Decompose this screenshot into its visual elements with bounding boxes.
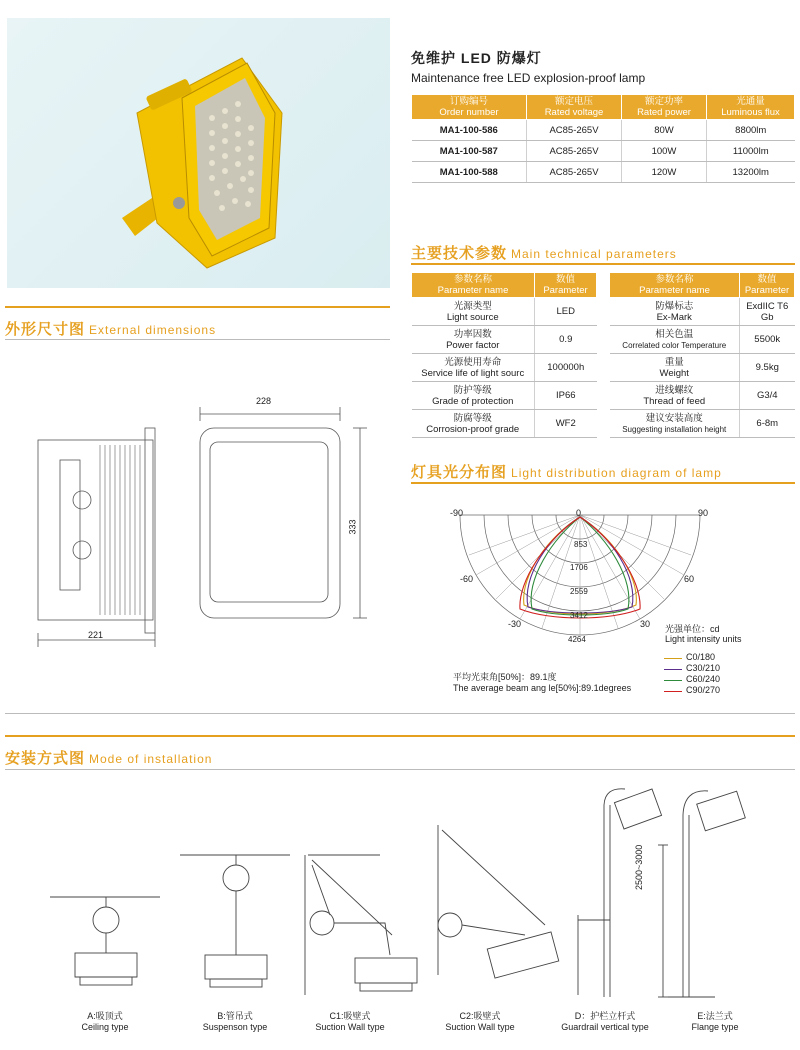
legend-swatch xyxy=(664,658,682,659)
tech-table-right xyxy=(609,272,795,438)
col-order-number: 订购编号 Order number xyxy=(412,95,527,120)
col-luminous-flux: 光通量 Luminous flux xyxy=(707,95,795,120)
rated-power: 120W xyxy=(622,162,707,183)
unit-en: Light intensity units xyxy=(665,634,742,644)
height-label: 2500~3000 xyxy=(634,844,644,890)
col-rated-power: 额定功率 Rated power xyxy=(622,95,707,120)
table-row: 功率因数 Power factor 0.9 xyxy=(412,326,597,354)
install-caption-c1: C1:吸壁式 Suction Wall type xyxy=(315,1011,385,1032)
tech-heading: 主要技术参数 Main technical parameters xyxy=(411,245,677,262)
install-rule xyxy=(5,769,795,770)
table-row: 建议安装高度 Suggesting installation height 6-8m xyxy=(610,410,795,438)
legend-item: C0/180 xyxy=(664,652,784,663)
rated-power: 80W xyxy=(622,120,707,141)
angle-label: -60 xyxy=(460,574,474,584)
legend-item: C60/240 xyxy=(664,674,784,685)
ring-label: 3412 xyxy=(570,611,588,620)
models-header-row xyxy=(412,95,795,120)
legend-swatch xyxy=(664,669,682,670)
unit-cn: 光强单位：cd xyxy=(665,624,720,634)
table-row: 光源类型 Light source LED xyxy=(412,298,597,326)
table-row: 防爆标志 Ex-Mark ExdIIC T6 Gb xyxy=(610,298,795,326)
ring-label: 853 xyxy=(574,540,588,549)
order-number: MA1-100-588 xyxy=(412,162,527,183)
angle-label: 90 xyxy=(698,508,709,518)
mid-divider xyxy=(5,713,795,714)
light-dist-rule xyxy=(411,482,795,484)
install-caption-b: B:管吊式 Suspenson type xyxy=(202,1011,268,1032)
table-row: 防护等级 Grade of protection IP66 xyxy=(412,382,597,410)
ring-label: 4264 xyxy=(568,635,586,644)
tech-table-left xyxy=(411,272,597,438)
installation-drawing xyxy=(0,775,800,1010)
tech-left-header xyxy=(412,273,597,298)
product-title-en: Maintenance free LED explosion-proof lamp xyxy=(411,71,646,85)
rated-voltage: AC85-265V xyxy=(527,162,622,183)
col-parameter-name: 参数名称 Parameter name xyxy=(610,273,740,298)
install-caption-d: D：护栏立杆式 Guardrail vertical type xyxy=(561,1011,649,1032)
rated-power: 100W xyxy=(622,141,707,162)
ring-label: 1706 xyxy=(570,563,588,572)
product-photo xyxy=(7,18,390,288)
angle-label: -30 xyxy=(508,619,522,629)
table-row: 相关色温 Correlated color Temperature 5500k xyxy=(610,326,795,354)
beam-angle-en: The average beam ang le[50%]:89.1degrees xyxy=(453,683,632,693)
tech-rule xyxy=(411,263,795,265)
luminous-flux: 8800lm xyxy=(707,120,795,141)
table-row xyxy=(412,120,795,141)
order-number: MA1-100-587 xyxy=(412,141,527,162)
dims-heading: 外形尺寸图 External dimensions xyxy=(5,321,217,338)
legend-item: C30/210 xyxy=(664,663,784,674)
tech-right-header xyxy=(610,273,795,298)
dims-rule xyxy=(5,339,390,340)
install-caption-a: A:吸顶式 Ceiling type xyxy=(81,1011,129,1032)
install-top-rule xyxy=(5,735,795,737)
ring-label: 2559 xyxy=(570,587,588,596)
rated-voltage: AC85-265V xyxy=(527,141,622,162)
legend-swatch xyxy=(664,691,682,692)
dim-height: 333 xyxy=(347,519,358,535)
beam-angle-cn: 平均光束角[50%]：89.1度 xyxy=(453,672,557,682)
angle-label: 30 xyxy=(640,619,651,629)
dims-top-rule xyxy=(5,306,390,308)
table-row: 防腐等级 Corrosion-proof grade WF2 xyxy=(412,410,597,438)
order-number: MA1-100-586 xyxy=(412,120,527,141)
legend-item: C90/270 xyxy=(664,685,784,696)
light-dist-heading: 灯具光分布图 Light distribution diagram of lamp xyxy=(411,464,722,481)
col-parameter-value: 数值 Parameter xyxy=(740,273,795,298)
table-row: 重量 Weight 9.5kg xyxy=(610,354,795,382)
table-row: 进线螺纹 Thread of feed G3/4 xyxy=(610,382,795,410)
angle-label: -90 xyxy=(450,508,464,518)
table-row: 光源使用寿命 Service life of light sourc 100000h xyxy=(412,354,597,382)
dim-width-side: 221 xyxy=(88,630,104,640)
install-caption-c2: C2:吸壁式 Suction Wall type xyxy=(445,1011,515,1032)
dim-width-front: 228 xyxy=(256,396,272,406)
install-caption-e: E:法兰式 Flange type xyxy=(691,1011,739,1032)
luminous-flux: 13200lm xyxy=(707,162,795,183)
angle-label: 60 xyxy=(684,574,695,584)
table-row xyxy=(412,162,795,183)
install-heading: 安装方式图 Mode of installation xyxy=(5,750,213,767)
col-rated-voltage: 额定电压 Rated voltage xyxy=(527,95,622,120)
rated-voltage: AC85-265V xyxy=(527,120,622,141)
dimension-drawing xyxy=(20,390,380,660)
models-table xyxy=(411,94,795,183)
lamp-illustration xyxy=(7,18,390,288)
luminous-flux: 11000lm xyxy=(707,141,795,162)
col-parameter-value: 数值 Parameter xyxy=(535,273,597,298)
angle-label: 0 xyxy=(576,508,582,518)
table-row xyxy=(412,141,795,162)
legend-swatch xyxy=(664,680,682,681)
col-parameter-name: 参数名称 Parameter name xyxy=(412,273,535,298)
product-title-cn: 免维护 LED 防爆灯 xyxy=(411,50,542,66)
legend xyxy=(664,652,784,696)
